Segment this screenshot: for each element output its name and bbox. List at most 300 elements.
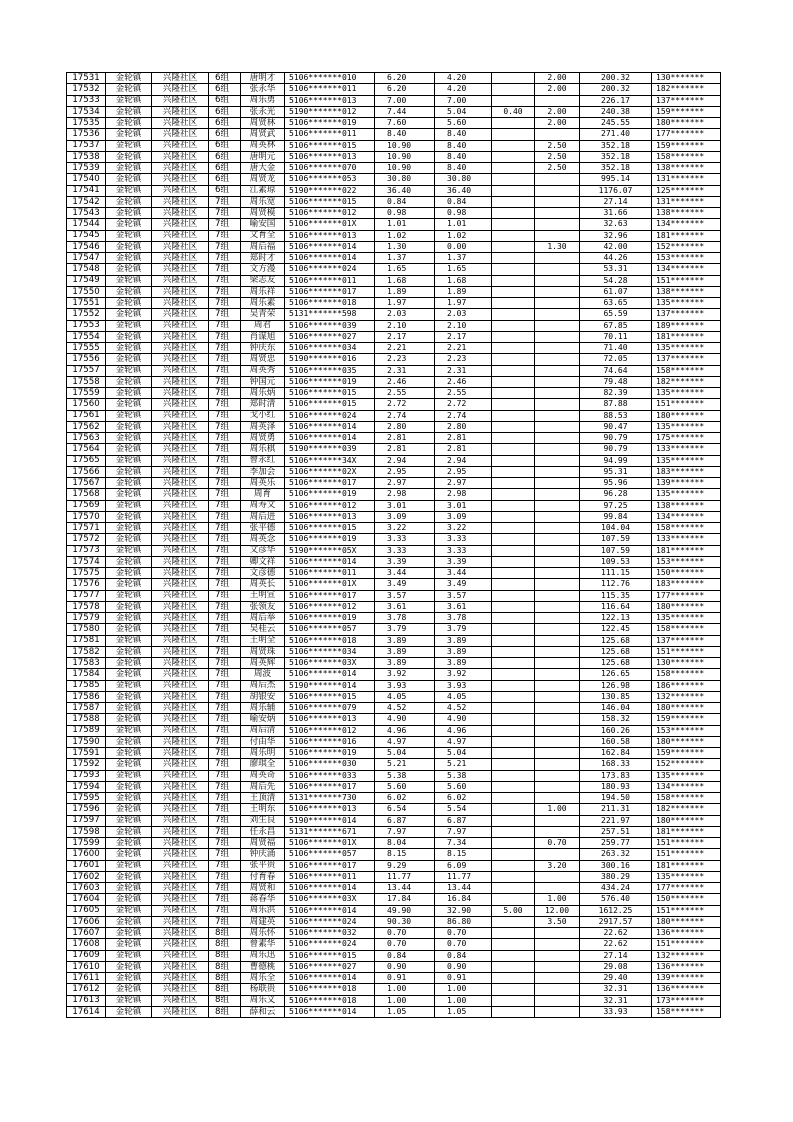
id-number-cell: 5106*******012 — [285, 208, 375, 219]
area-total-cell: 5.04 — [375, 748, 435, 759]
name-cell: 肖谋旭 — [241, 331, 285, 342]
table-row — [67, 973, 721, 984]
area-total-cell: 1.02 — [375, 230, 435, 241]
area-c-cell — [535, 455, 580, 466]
area-c-cell — [535, 208, 580, 219]
area-c-cell — [535, 725, 580, 736]
community-cell: 兴隆社区 — [152, 298, 209, 309]
amount-cell: 240.38 — [580, 106, 652, 117]
name-cell: 周乐祥 — [241, 286, 285, 297]
phone-cell: 135******* — [652, 613, 721, 624]
amount-cell: 245.55 — [580, 118, 652, 129]
community-cell: 兴隆社区 — [152, 928, 209, 939]
phone-cell: 159******* — [652, 106, 721, 117]
row-number: 17586 — [67, 691, 106, 702]
row-number: 17559 — [67, 388, 106, 399]
amount-cell: 95.96 — [580, 478, 652, 489]
phone-cell: 135******* — [652, 871, 721, 882]
table-row — [67, 309, 721, 320]
community-cell: 兴隆社区 — [152, 646, 209, 657]
group-cell: 8组 — [209, 984, 241, 995]
row-number: 17556 — [67, 354, 106, 365]
town-cell: 金轮镇 — [106, 624, 152, 635]
group-cell: 7组 — [209, 523, 241, 534]
amount-cell: 434.24 — [580, 883, 652, 894]
phone-cell: 135******* — [652, 388, 721, 399]
id-number-cell: 5106*******013 — [285, 230, 375, 241]
area-a-cell: 3.44 — [435, 568, 492, 579]
id-number-cell: 5106*******057 — [285, 624, 375, 635]
group-cell: 7组 — [209, 309, 241, 320]
phone-cell: 152******* — [652, 759, 721, 770]
town-cell: 金轮镇 — [106, 399, 152, 410]
area-c-cell — [535, 579, 580, 590]
area-b-cell — [492, 669, 535, 680]
area-c-cell — [535, 129, 580, 140]
town-cell: 金轮镇 — [106, 916, 152, 927]
town-cell: 金轮镇 — [106, 354, 152, 365]
phone-cell: 134******* — [652, 264, 721, 275]
area-total-cell: 7.44 — [375, 106, 435, 117]
name-cell: 李加会 — [241, 466, 285, 477]
amount-cell: 125.68 — [580, 635, 652, 646]
group-cell: 7组 — [209, 714, 241, 725]
name-cell: 唐明元 — [241, 151, 285, 162]
group-cell: 7组 — [209, 624, 241, 635]
area-total-cell: 11.77 — [375, 871, 435, 882]
area-total-cell: 6.20 — [375, 84, 435, 95]
area-total-cell: 0.70 — [375, 939, 435, 950]
town-cell: 金轮镇 — [106, 759, 152, 770]
area-a-cell: 3.89 — [435, 658, 492, 669]
community-cell: 兴隆社区 — [152, 736, 209, 747]
area-c-cell — [535, 658, 580, 669]
area-a-cell: 7.00 — [435, 95, 492, 106]
table-row — [67, 995, 721, 1006]
row-number: 17607 — [67, 928, 106, 939]
area-a-cell: 2.55 — [435, 388, 492, 399]
row-number: 17569 — [67, 500, 106, 511]
area-a-cell: 1.02 — [435, 230, 492, 241]
community-cell: 兴隆社区 — [152, 275, 209, 286]
area-c-cell — [535, 759, 580, 770]
community-cell: 兴隆社区 — [152, 714, 209, 725]
amount-cell: 300.16 — [580, 860, 652, 871]
area-c-cell — [535, 883, 580, 894]
area-a-cell: 1.68 — [435, 275, 492, 286]
area-c-cell — [535, 748, 580, 759]
table-row — [67, 871, 721, 882]
name-cell: 周乐棋 — [241, 444, 285, 455]
group-cell: 7组 — [209, 748, 241, 759]
group-cell: 7组 — [209, 511, 241, 522]
area-c-cell — [535, 320, 580, 331]
id-number-cell: 5106*******01X — [285, 838, 375, 849]
area-b-cell — [492, 84, 535, 95]
amount-cell: 122.45 — [580, 624, 652, 635]
community-cell: 兴隆社区 — [152, 860, 209, 871]
area-a-cell: 2.98 — [435, 489, 492, 500]
id-number-cell: 5190*******05X — [285, 545, 375, 556]
area-a-cell: 2.10 — [435, 320, 492, 331]
town-cell: 金轮镇 — [106, 658, 152, 669]
area-total-cell: 3.79 — [375, 624, 435, 635]
area-b-cell — [492, 354, 535, 365]
area-c-cell — [535, 309, 580, 320]
phone-cell: 180******* — [652, 703, 721, 714]
amount-cell: 33.93 — [580, 1006, 652, 1017]
name-cell: 任永昌 — [241, 826, 285, 837]
group-cell: 7组 — [209, 376, 241, 387]
area-b-cell — [492, 489, 535, 500]
amount-cell: 576.40 — [580, 894, 652, 905]
area-total-cell: 3.33 — [375, 545, 435, 556]
area-c-cell — [535, 500, 580, 511]
row-number: 17552 — [67, 309, 106, 320]
area-total-cell: 0.98 — [375, 208, 435, 219]
amount-cell: 130.85 — [580, 691, 652, 702]
town-cell: 金轮镇 — [106, 928, 152, 939]
area-a-cell: 86.80 — [435, 916, 492, 927]
group-cell: 7组 — [209, 579, 241, 590]
name-cell: 周乐洪 — [241, 905, 285, 916]
area-c-cell: 1.00 — [535, 804, 580, 815]
area-b-cell — [492, 174, 535, 185]
town-cell: 金轮镇 — [106, 523, 152, 534]
phone-cell: 181******* — [652, 545, 721, 556]
area-c-cell: 2.00 — [535, 106, 580, 117]
phone-cell: 151******* — [652, 646, 721, 657]
community-cell: 兴隆社区 — [152, 388, 209, 399]
table-body — [67, 73, 721, 1018]
area-c-cell — [535, 534, 580, 545]
area-a-cell: 2.95 — [435, 466, 492, 477]
area-total-cell: 0.84 — [375, 950, 435, 961]
area-b-cell — [492, 455, 535, 466]
phone-cell: 180******* — [652, 601, 721, 612]
community-cell: 兴隆社区 — [152, 365, 209, 376]
table-row — [67, 500, 721, 511]
row-number: 17608 — [67, 939, 106, 950]
table-row — [67, 646, 721, 657]
phone-cell: 186******* — [652, 680, 721, 691]
area-b-cell — [492, 140, 535, 151]
town-cell: 金轮镇 — [106, 365, 152, 376]
table-row — [67, 759, 721, 770]
area-c-cell: 2.50 — [535, 151, 580, 162]
community-cell: 兴隆社区 — [152, 421, 209, 432]
area-b-cell — [492, 613, 535, 624]
area-a-cell: 1.05 — [435, 1006, 492, 1017]
area-total-cell: 3.44 — [375, 568, 435, 579]
amount-cell: 87.88 — [580, 399, 652, 410]
town-cell: 金轮镇 — [106, 478, 152, 489]
area-b-cell — [492, 343, 535, 354]
group-cell: 7组 — [209, 613, 241, 624]
amount-cell: 61.07 — [580, 286, 652, 297]
group-cell: 7组 — [209, 444, 241, 455]
area-b-cell — [492, 511, 535, 522]
name-cell: 文彦德 — [241, 568, 285, 579]
row-number: 17546 — [67, 241, 106, 252]
town-cell: 金轮镇 — [106, 433, 152, 444]
phone-cell: 158******* — [652, 365, 721, 376]
row-number: 17605 — [67, 905, 106, 916]
group-cell: 7组 — [209, 388, 241, 399]
town-cell: 金轮镇 — [106, 185, 152, 196]
table-row — [67, 793, 721, 804]
area-a-cell: 4.52 — [435, 703, 492, 714]
amount-cell: 96.28 — [580, 489, 652, 500]
id-number-cell: 5106*******053 — [285, 174, 375, 185]
phone-cell: 135******* — [652, 298, 721, 309]
group-cell: 7组 — [209, 793, 241, 804]
amount-cell: 162.84 — [580, 748, 652, 759]
area-a-cell: 2.23 — [435, 354, 492, 365]
id-number-cell: 5106*******012 — [285, 725, 375, 736]
table-row — [67, 950, 721, 961]
row-number: 17591 — [67, 748, 106, 759]
area-b-cell — [492, 399, 535, 410]
id-number-cell: 5106*******013 — [285, 714, 375, 725]
area-a-cell: 1.89 — [435, 286, 492, 297]
amount-cell: 65.59 — [580, 309, 652, 320]
name-cell: 曹德桃 — [241, 961, 285, 972]
area-a-cell: 2.21 — [435, 343, 492, 354]
town-cell: 金轮镇 — [106, 84, 152, 95]
community-cell: 兴隆社区 — [152, 354, 209, 365]
row-number: 17581 — [67, 635, 106, 646]
area-a-cell: 4.20 — [435, 73, 492, 84]
area-total-cell: 1.00 — [375, 995, 435, 1006]
area-c-cell — [535, 635, 580, 646]
name-cell: 王顶清 — [241, 793, 285, 804]
group-cell: 7组 — [209, 590, 241, 601]
area-b-cell — [492, 410, 535, 421]
town-cell: 金轮镇 — [106, 984, 152, 995]
area-b-cell — [492, 871, 535, 882]
row-number: 17573 — [67, 545, 106, 556]
area-c-cell — [535, 264, 580, 275]
amount-cell: 1612.25 — [580, 905, 652, 916]
area-a-cell: 2.81 — [435, 444, 492, 455]
name-cell: 张平贵 — [241, 860, 285, 871]
table-row — [67, 275, 721, 286]
area-c-cell — [535, 523, 580, 534]
amount-cell: 22.62 — [580, 928, 652, 939]
area-total-cell: 2.72 — [375, 399, 435, 410]
amount-cell: 352.18 — [580, 140, 652, 151]
town-cell: 金轮镇 — [106, 826, 152, 837]
row-number: 17567 — [67, 478, 106, 489]
name-cell: 张永华 — [241, 84, 285, 95]
group-cell: 7组 — [209, 478, 241, 489]
town-cell: 金轮镇 — [106, 556, 152, 567]
table-row — [67, 444, 721, 455]
town-cell: 金轮镇 — [106, 275, 152, 286]
id-number-cell: 5106*******013 — [285, 511, 375, 522]
id-number-cell: 5106*******017 — [285, 478, 375, 489]
name-cell: 钟国元 — [241, 376, 285, 387]
group-cell: 7组 — [209, 883, 241, 894]
group-cell: 8组 — [209, 961, 241, 972]
area-b-cell — [492, 939, 535, 950]
area-a-cell: 3.92 — [435, 669, 492, 680]
group-cell: 8组 — [209, 950, 241, 961]
row-number: 17582 — [67, 646, 106, 657]
group-cell: 7组 — [209, 826, 241, 837]
area-a-cell: 3.01 — [435, 500, 492, 511]
amount-cell: 94.99 — [580, 455, 652, 466]
name-cell: 周乐义 — [241, 995, 285, 1006]
town-cell: 金轮镇 — [106, 534, 152, 545]
area-c-cell: 2.00 — [535, 84, 580, 95]
area-total-cell: 2.74 — [375, 410, 435, 421]
community-cell: 兴隆社区 — [152, 725, 209, 736]
row-number: 17551 — [67, 298, 106, 309]
area-a-cell: 16.84 — [435, 894, 492, 905]
area-a-cell: 3.93 — [435, 680, 492, 691]
area-b-cell — [492, 736, 535, 747]
town-cell: 金轮镇 — [106, 669, 152, 680]
area-total-cell: 1.00 — [375, 984, 435, 995]
area-a-cell: 3.22 — [435, 523, 492, 534]
area-c-cell — [535, 95, 580, 106]
id-number-cell: 5131*******598 — [285, 309, 375, 320]
community-cell: 兴隆社区 — [152, 140, 209, 151]
table-row — [67, 151, 721, 162]
area-a-cell: 0.91 — [435, 973, 492, 984]
area-c-cell: 2.50 — [535, 140, 580, 151]
area-b-cell — [492, 444, 535, 455]
row-number: 17601 — [67, 860, 106, 871]
group-cell: 8组 — [209, 928, 241, 939]
area-total-cell: 4.97 — [375, 736, 435, 747]
community-cell: 兴隆社区 — [152, 241, 209, 252]
area-a-cell: 8.40 — [435, 129, 492, 140]
row-number: 17545 — [67, 230, 106, 241]
table-row — [67, 230, 721, 241]
group-cell: 7组 — [209, 871, 241, 882]
table-row — [67, 1006, 721, 1017]
row-number: 17602 — [67, 871, 106, 882]
phone-cell: 182******* — [652, 84, 721, 95]
phone-cell: 177******* — [652, 883, 721, 894]
name-cell: 周乐炳 — [241, 388, 285, 399]
phone-cell: 132******* — [652, 950, 721, 961]
row-number: 17597 — [67, 815, 106, 826]
group-cell: 7组 — [209, 635, 241, 646]
row-number: 17598 — [67, 826, 106, 837]
name-cell: 吴青荣 — [241, 309, 285, 320]
area-b-cell — [492, 658, 535, 669]
area-c-cell — [535, 680, 580, 691]
group-cell: 6组 — [209, 140, 241, 151]
town-cell: 金轮镇 — [106, 241, 152, 252]
group-cell: 7组 — [209, 568, 241, 579]
amount-cell: 211.31 — [580, 804, 652, 815]
amount-cell: 112.76 — [580, 579, 652, 590]
area-c-cell — [535, 781, 580, 792]
area-total-cell: 1.37 — [375, 253, 435, 264]
amount-cell: 32.96 — [580, 230, 652, 241]
area-total-cell: 3.09 — [375, 511, 435, 522]
amount-cell: 32.63 — [580, 219, 652, 230]
id-number-cell: 5106*******027 — [285, 331, 375, 342]
area-total-cell: 1.65 — [375, 264, 435, 275]
amount-cell: 168.33 — [580, 759, 652, 770]
table-row — [67, 838, 721, 849]
name-cell: 周英乐 — [241, 478, 285, 489]
group-cell: 7组 — [209, 703, 241, 714]
amount-cell: 32.31 — [580, 995, 652, 1006]
area-total-cell: 2.46 — [375, 376, 435, 387]
phone-cell: 131******* — [652, 174, 721, 185]
town-cell: 金轮镇 — [106, 500, 152, 511]
amount-cell: 29.40 — [580, 973, 652, 984]
area-b-cell — [492, 624, 535, 635]
id-number-cell: 5106*******011 — [285, 871, 375, 882]
area-a-cell: 0.84 — [435, 196, 492, 207]
name-cell: 王明全 — [241, 635, 285, 646]
area-c-cell — [535, 995, 580, 1006]
area-total-cell: 0.70 — [375, 928, 435, 939]
phone-cell: 180******* — [652, 118, 721, 129]
table-row — [67, 748, 721, 759]
table-row — [67, 478, 721, 489]
area-a-cell: 0.70 — [435, 939, 492, 950]
area-total-cell: 2.03 — [375, 309, 435, 320]
table-row — [67, 208, 721, 219]
table-row — [67, 849, 721, 860]
amount-cell: 109.53 — [580, 556, 652, 567]
id-number-cell: 5106*******014 — [285, 433, 375, 444]
group-cell: 7组 — [209, 680, 241, 691]
name-cell: 文彦华 — [241, 545, 285, 556]
town-cell: 金轮镇 — [106, 871, 152, 882]
town-cell: 金轮镇 — [106, 579, 152, 590]
community-cell: 兴隆社区 — [152, 523, 209, 534]
area-c-cell — [535, 646, 580, 657]
area-b-cell — [492, 601, 535, 612]
row-number: 17560 — [67, 399, 106, 410]
area-total-cell: 6.02 — [375, 793, 435, 804]
area-b-cell — [492, 500, 535, 511]
area-a-cell: 8.40 — [435, 163, 492, 174]
town-cell: 金轮镇 — [106, 511, 152, 522]
community-cell: 兴隆社区 — [152, 658, 209, 669]
community-cell: 兴隆社区 — [152, 759, 209, 770]
table-row — [67, 883, 721, 894]
amount-cell: 79.48 — [580, 376, 652, 387]
phone-cell: 139******* — [652, 478, 721, 489]
id-number-cell: 5131*******671 — [285, 826, 375, 837]
name-cell: 梁志友 — [241, 275, 285, 286]
community-cell: 兴隆社区 — [152, 961, 209, 972]
amount-cell: 1176.07 — [580, 185, 652, 196]
phone-cell: 136******* — [652, 961, 721, 972]
table-row — [67, 939, 721, 950]
area-a-cell: 4.20 — [435, 84, 492, 95]
row-number: 17592 — [67, 759, 106, 770]
group-cell: 7组 — [209, 320, 241, 331]
phone-cell: 180******* — [652, 815, 721, 826]
name-cell: 周育 — [241, 489, 285, 500]
phone-cell: 135******* — [652, 770, 721, 781]
table-row — [67, 433, 721, 444]
table-row — [67, 331, 721, 342]
area-total-cell: 10.90 — [375, 163, 435, 174]
